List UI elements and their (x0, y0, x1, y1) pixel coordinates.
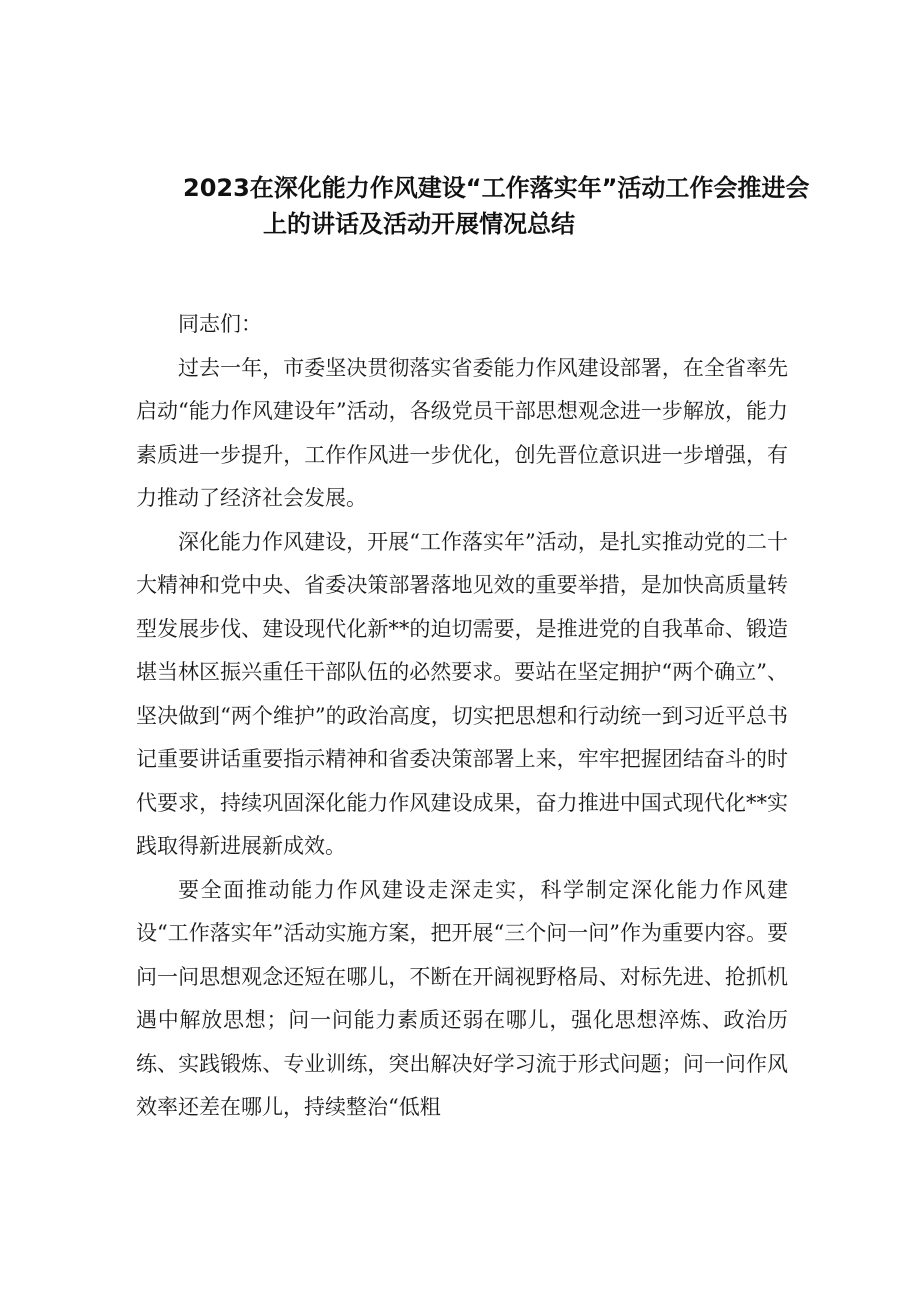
paragraph-1: 过去一年，市委坚决贯彻落实省委能力作风建设部署，在全省率先启动“能力作风建设年”活动，各级党员干部思想观念进一步解放，能力素质进一步提升，工作作风进一步优化，创先晋位意识进一步增强，有力推动了经济社会发展。 (136, 355, 788, 510)
title-line-1: 2023在深化能力作风建设“工作落实年”活动工作会推进会 (183, 174, 810, 202)
title-line-2: 上的讲话及活动开展情况总结 (263, 210, 575, 238)
paragraph-3: 要全面推动能力作风建设走深走实，科学制定深化能力作风建设“工作落实年”活动实施方案，把开展“三个问一问”作为重要内容。要问一问思想观念还短在哪儿，不断在开阔视野格局、对标先进、抢抓机遇中解放思想；问一问能力素质还弱在哪儿，强化思想淬炼、政治历练、实践锻炼、专业训练，突出解决好学习流于形式问题；问一问作风效率还差在哪儿，持续整治“低粗 (136, 877, 788, 1119)
paragraph-2: 深化能力作风建设，开展“工作落实年”活动，是扎实推动党的二十大精神和党中央、省委决策部署落地见效的重要举措，是加快高质量转型发展步伐、建设现代化新**的迫切需要，是推进党的自我革命、锻造堪当林区振兴重任干部队伍的必然要求。要站在坚定拥护“两个确立”、坚决做到“两个维护”的政治高度，切实把思想和行动统一到习近平总书记重要讲话重要指示精神和省委决策部署上来，牢牢把握团结奋斗的时代要求，持续巩固深化能力作风建设成果，奋力推进中国式现代化**实践取得新进展新成效。 (136, 529, 788, 858)
document-body (136, 303, 788, 1130)
salutation: 同志们： (178, 312, 262, 336)
document-title (135, 170, 815, 242)
